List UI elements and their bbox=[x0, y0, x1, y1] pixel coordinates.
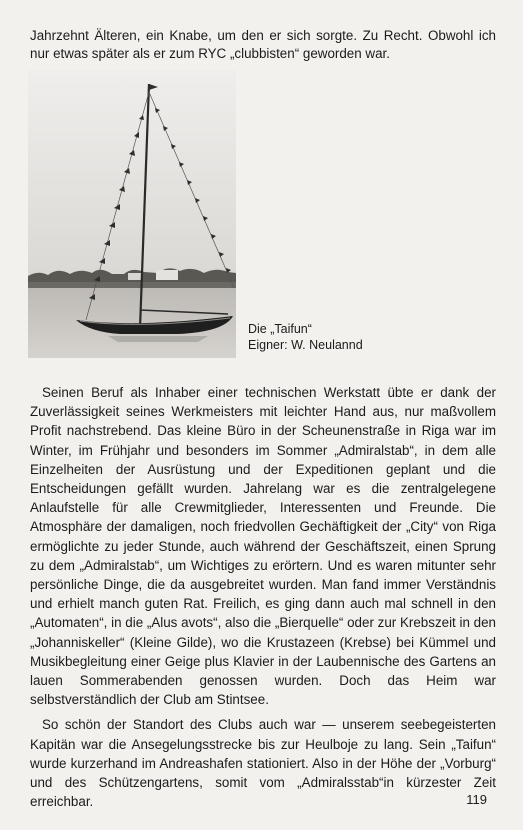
caption-owner: Eigner: W. Neulannd bbox=[248, 338, 363, 352]
paragraph: Seinen Beruf als Inhaber einer technischen Werkstatt übte er dank der Zuverlässigkeit seines Werkmeisters mit leichter Hand aus, nur maßvollem Profit nachstrebend. Das kleine Büro in der Scheunenstraße in Riga war im Winter, im Frühjahr und besonders im Sommer „Admiralstab“, in dem alle Einzelheiten der Ausrüstung und der Expeditionen geplant und die Entscheidungen gefällt wurden. Jahrelang war es die zentralgelegene Anlaufstelle für alle Crewmitglieder, Interessenten und Freunde. Die Atmosphäre der damaligen, noch friedvollen Gechäftigkeit der „City“ von Riga ermöglichte zu jeder Stunde, auch während der Geschäftszeit, einen Sprung zu dem „Admiralstab“, um Wichtiges zu erörtern. Und es waren mitunter sehr persönliche Dinge, die da ausgebreitet wurden. Man fand immer Verständnis und erhielt manch guten Rat. Freilich, es ging dann auch mal schnell in den „Automaten“, in die „Alus avots“, also die „Bierquelle“ oder zur Krebszeit in den „Johanniskeller“ (Kleine Gilde), wo die Krustazeen (Krebse) bei Kümmel und Musikbegleitung einer Geige plus Klavier in der Laubennische des Gartens an lauen Sommerabenden genossen wurden. Doch das Heim war selbstverständlich der Club am Stintsee. bbox=[30, 385, 496, 708]
sailboat-photo bbox=[28, 70, 236, 358]
sailboat-illustration bbox=[28, 70, 236, 358]
intro-text: Jahrzehnt Älteren, ein Knabe, um den er sich sorgte. Zu Recht. Obwohl ich nur etwas später als er zum RYC „clubbisten“ geworden war. bbox=[30, 28, 496, 61]
caption-title: Die „Taifun“ bbox=[248, 322, 312, 336]
paragraph: So schön der Standort des Clubs auch war — unserem seebegeisterten Kapitän war die Ansegelungsstrecke bis zur Heulboje zu lang. Sein „Taifun“ wurde kurzerhand im Andreashafen stationiert. Also in der Höhe der „Vorburg“ und des Schützengartens, somit vom „Admiralsstab“in kürzester Zeit erreichbar. bbox=[30, 717, 496, 810]
body-text bbox=[30, 383, 496, 817]
page-number: 119 bbox=[466, 792, 487, 807]
photo-caption bbox=[248, 321, 498, 353]
